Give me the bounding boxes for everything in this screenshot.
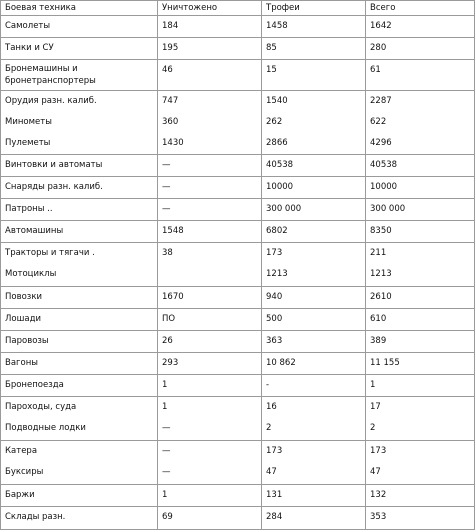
cell-line: 363 [266,336,283,346]
cell-line: 47 [370,467,381,477]
cell-line: 173 [266,248,283,258]
trophies-cell [262,177,366,199]
trophies-cell [262,199,366,221]
total-cell [366,507,475,530]
equipment-cell [1,485,158,507]
cell-line [162,264,257,285]
cell-line: 262 [266,117,283,127]
total-cell [366,353,475,375]
table-row [1,397,475,441]
trophies-cell [262,287,366,309]
cell-line: 69 [162,512,173,522]
trophies-cell [262,38,366,60]
equipment-cell [1,155,158,177]
equipment-cell [1,507,158,530]
cell-line: Бронепоезда [5,380,64,390]
cell-line: 15 [266,65,277,75]
cell-line: — [162,423,171,433]
header-destroyed: Уничтожено [158,1,262,16]
cell-line: 353 [370,512,387,522]
cell-line: Пароходы, суда [5,402,77,412]
table-row [1,441,475,485]
cell-line: 1430 [162,138,184,148]
cell-line: - [266,380,270,390]
cell-line: 1 [162,402,168,412]
destroyed-cell [158,331,262,353]
total-cell [366,91,475,155]
cell-line: 360 [162,117,179,127]
total-cell [366,199,475,221]
cell-line: Минометы [5,117,52,127]
cell-line: — [162,446,171,456]
trophies-cell [262,16,366,38]
cell-line: 1540 [266,96,288,106]
equipment-cell [1,309,158,331]
cell-line: 293 [162,358,179,368]
cell-line: Винтовки и автоматы [5,160,103,170]
total-cell [366,441,475,485]
trophies-cell [262,397,366,441]
total-cell [366,16,475,38]
table-row [1,155,475,177]
cell-line: 40538 [370,160,398,170]
cell-line: 10000 [370,182,398,192]
table-row [1,16,475,38]
cell-line: Подводные лодки [5,423,86,433]
cell-line: — [162,182,171,192]
destroyed-cell [158,38,262,60]
cell-line: 2 [370,423,376,433]
cell-line: Повозки [5,292,42,302]
cell-line: 1642 [370,21,392,31]
cell-line: 1548 [162,226,184,236]
table-row [1,91,475,155]
table-row [1,221,475,243]
table-row [1,287,475,309]
table-body [1,16,475,530]
total-cell [366,243,475,287]
table-row [1,353,475,375]
cell-line: 500 [266,314,283,324]
cell-line: 2 [266,423,272,433]
cell-line: 280 [370,43,387,53]
table-row [1,485,475,507]
total-cell [366,60,475,91]
destroyed-cell [158,60,262,91]
cell-line: Лошади [5,314,41,324]
equipment-cell [1,177,158,199]
cell-line: 132 [370,490,387,500]
cell-line: 195 [162,43,179,53]
equipment-cell [1,441,158,485]
cell-line: 131 [266,490,283,500]
cell-line: 940 [266,292,283,302]
cell-line: Паровозы [5,336,49,346]
table-row [1,177,475,199]
trophies-cell [262,91,366,155]
destroyed-cell [158,287,262,309]
destroyed-cell [158,441,262,485]
cell-line: Вагоны [5,358,38,368]
equipment-cell [1,243,158,287]
trophies-cell [262,485,366,507]
cell-line: — [162,467,171,477]
destroyed-cell [158,485,262,507]
trophies-cell [262,441,366,485]
destroyed-cell [158,16,262,38]
trophies-cell [262,60,366,91]
cell-line: Буксиры [5,467,44,477]
cell-line: Снаряды разн. калиб. [5,182,103,192]
cell-line: 17 [370,402,381,412]
header-total: Всего [366,1,475,16]
total-cell [366,375,475,397]
header-row [1,1,475,16]
cell-line: 1 [162,490,168,500]
trophies-cell [262,243,366,287]
cell-line: 6802 [266,226,288,236]
cell-line: 2610 [370,292,392,302]
cell-line: 10000 [266,182,294,192]
cell-line: 300 000 [266,204,302,214]
trophies-cell [262,353,366,375]
cell-line: 184 [162,21,179,31]
table-row [1,199,475,221]
equipment-cell [1,375,158,397]
cell-line: Склады разн. [5,512,66,522]
cell-line: 11 155 [370,358,400,368]
total-cell [366,485,475,507]
equipment-cell [1,199,158,221]
cell-line: 2866 [266,138,288,148]
equipment-cell [1,91,158,155]
total-cell [366,177,475,199]
cell-line: 16 [266,402,277,412]
cell-line: 1670 [162,292,184,302]
equipment-cell [1,38,158,60]
cell-line: 1213 [266,269,288,279]
destroyed-cell [158,155,262,177]
destroyed-cell [158,221,262,243]
destroyed-cell [158,91,262,155]
cell-line: 300 000 [370,204,406,214]
header-equipment: Боевая техника [1,1,158,16]
cell-line: Самолеты [5,21,51,31]
header-trophies: Трофеи [262,1,366,16]
cell-line: Танки и СУ [5,43,54,53]
equipment-cell [1,16,158,38]
table-row [1,243,475,287]
total-cell [366,331,475,353]
cell-line: 1 [162,380,168,390]
equipment-cell [1,221,158,243]
cell-line: 38 [162,248,173,258]
total-cell [366,397,475,441]
equipment-cell [1,331,158,353]
destroyed-cell [158,507,262,530]
cell-line: Патроны .. [5,204,53,214]
cell-line: 2287 [370,96,392,106]
table-row [1,60,475,91]
cell-line: 40538 [266,160,294,170]
table-row [1,38,475,60]
cell-line: Баржи [5,490,35,500]
trophies-cell [262,221,366,243]
total-cell [366,38,475,60]
equipment-cell [1,397,158,441]
cell-line: Бронемашины и бронетранспортеры [5,64,96,86]
cell-line: 1 [370,380,376,390]
cell-line: Орудия разн. калиб. [5,96,97,106]
cell-line: 284 [266,512,283,522]
cell-line: 85 [266,43,277,53]
total-cell [366,309,475,331]
cell-line: 173 [370,446,387,456]
cell-line: 622 [370,117,387,127]
cell-line: 1458 [266,21,288,31]
cell-line: 211 [370,248,387,258]
equipment-cell [1,60,158,91]
destroyed-cell [158,177,262,199]
cell-line: — [162,204,171,214]
cell-line: 8350 [370,226,392,236]
destroyed-cell [158,243,262,287]
cell-line: 389 [370,336,387,346]
cell-line: 747 [162,96,179,106]
cell-line: 1213 [370,269,392,279]
cell-line: 610 [370,314,387,324]
cell-line: Катера [5,446,38,456]
cell-line: Мотоциклы [5,269,57,279]
cell-line: 4296 [370,138,392,148]
cell-line: 26 [162,336,173,346]
table-row [1,375,475,397]
destroyed-cell [158,309,262,331]
cell-line: — [162,160,171,170]
destroyed-cell [158,353,262,375]
cell-line: 173 [266,446,283,456]
equipment-cell [1,353,158,375]
trophies-cell [262,309,366,331]
cell-line: 10 862 [266,358,296,368]
total-cell [366,155,475,177]
cell-line: Тракторы и тягачи . [5,248,95,258]
trophies-cell [262,375,366,397]
cell-line: ПО [162,314,176,324]
trophies-cell [262,331,366,353]
total-cell [366,221,475,243]
cell-line: 47 [266,467,277,477]
total-cell [366,287,475,309]
cell-line: Автомашины [5,226,64,236]
destroyed-cell [158,375,262,397]
table-row [1,309,475,331]
trophies-cell [262,155,366,177]
cell-line: Пулеметы [5,138,51,148]
table-row [1,331,475,353]
destroyed-cell [158,199,262,221]
equipment-cell [1,287,158,309]
trophies-cell [262,507,366,530]
destroyed-cell [158,397,262,441]
cell-line: 46 [162,65,173,75]
cell-line: 61 [370,65,381,75]
table-row [1,507,475,530]
